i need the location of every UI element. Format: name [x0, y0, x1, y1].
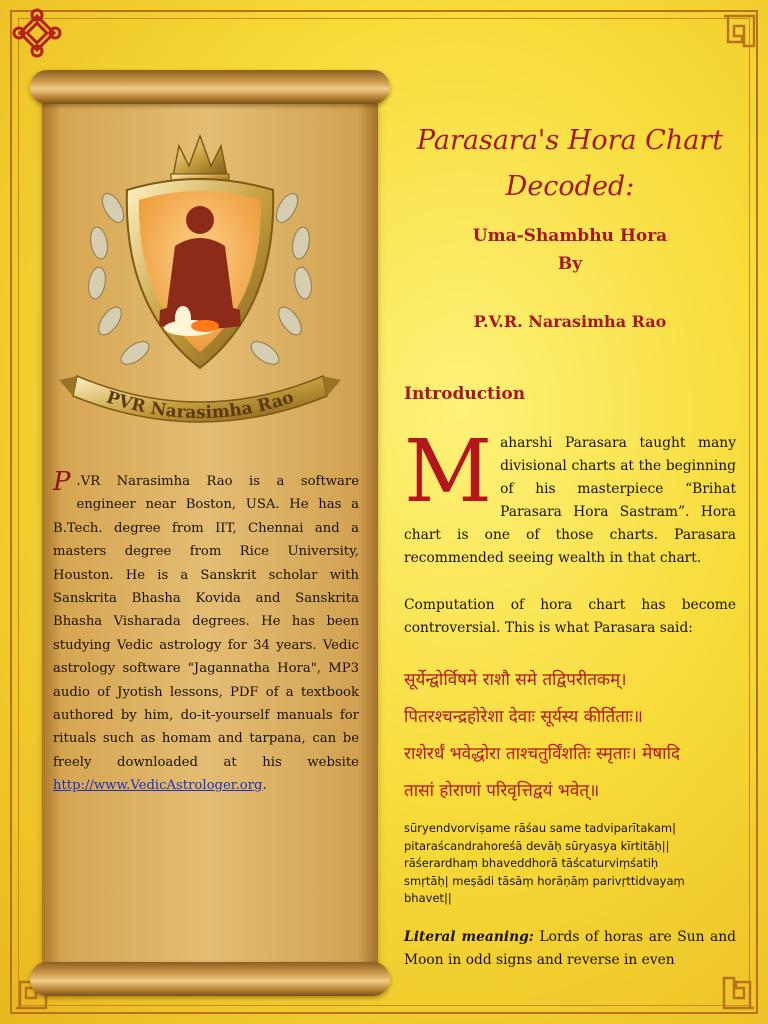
emblem-banner-text: PVR Narasimha Rao	[103, 387, 297, 424]
scroll-roll-bottom	[30, 962, 390, 996]
intro-paragraph-1	[404, 422, 736, 570]
website-link[interactable]: http://www.VedicAstrologer.org	[53, 778, 263, 794]
bio-end: .	[262, 778, 267, 794]
title-line-1: Parasara's Hora Chart	[416, 125, 724, 156]
page-subtitle	[404, 222, 736, 278]
p1-text: aharshi Parasara taught many divisional charts at the beginning of his masterpiece “Brihat Parasara Hora Sastram”. Hora chart is one of those charts. Parasara recommended seeing wealth in that chart.	[404, 435, 736, 566]
section-heading: Introduction	[404, 384, 526, 404]
endless-knot-icon	[10, 6, 64, 60]
literal-meaning-paragraph	[404, 926, 736, 972]
translit-line-2: pitaraścandrahoreśā devāḥ sūryasya kīrtitāḥ||	[404, 838, 670, 853]
bio-text: .VR Narasimha Rao is a software engineer near Boston, USA. He has a B.Tech. degree from IIT, Chennai and a masters degree from Rice University, Houston. He is a Sanskrit scholar with Sanskrita Bhasha Kovida and Sanskrita Bhasha Visharada degrees. He has been studying Vedic astrology for 34 years. Vedic astrology software "Jagannatha Hora", MP3 audio of Jyotish lessons, PDF of a textbook authored by him, do-it-yourself manuals for rituals such as homam and tarpana, can be freely downloaded at his website	[53, 474, 359, 770]
author-emblem	[55, 118, 345, 428]
scroll-roll-top	[30, 70, 390, 104]
sanskrit-verse	[404, 662, 736, 810]
author-name: P.V.R. Narasimha Rao	[473, 312, 667, 331]
by-text: By	[557, 254, 583, 274]
intro-paragraph-2: Computation of hora chart has become controversial. This is what Parasara said:	[404, 597, 736, 636]
translit-line-3: rāśerardhaṃ bhaveddhorā tāścaturviṃśatiḥ	[404, 856, 659, 870]
title-line-2: Decoded:	[505, 171, 635, 202]
author-bio	[53, 467, 359, 798]
page-title	[404, 118, 736, 210]
sanskrit-line-3: राशेरर्धं भवेद्धोरा ताश्चतुर्विंशतिः स्मृताः। मेषादि	[404, 744, 681, 764]
svg-text:PVR Narasimha Rao	[104, 388, 296, 423]
literal-meaning-text: Lords of horas are Sun and Moon in odd signs and reverse in even	[404, 929, 736, 968]
corner-ornament-icon	[722, 976, 756, 1010]
translit-line-5: bhavet||	[404, 891, 452, 905]
translit-line-4: smṛtāḥ| meṣādi tāsāṃ horāṇāṃ parivṛttidvayaṃ	[404, 873, 685, 888]
sanskrit-line-4: तासां होराणां परिवृत्तिद्वयं भवेत्॥	[404, 781, 600, 801]
sanskrit-line-1: सूर्येन्द्वोर्विषमे राशौ समे तद्विपरीतकम्।	[404, 670, 627, 690]
transliteration	[404, 820, 736, 908]
drop-cap: M	[404, 422, 493, 522]
sanskrit-line-2: पितरश्चन्द्रहोरेशा देवाः सूर्यस्य कीर्तिताः॥	[404, 707, 643, 727]
subtitle-text: Uma-Shambhu Hora	[472, 226, 668, 246]
literal-meaning-label: Literal meaning:	[404, 929, 534, 945]
bio-initial: P	[53, 467, 71, 497]
corner-ornament-icon	[722, 14, 756, 48]
translit-line-1: sūryendvorviṣame rāśau same tadviparītakam|	[404, 821, 677, 835]
